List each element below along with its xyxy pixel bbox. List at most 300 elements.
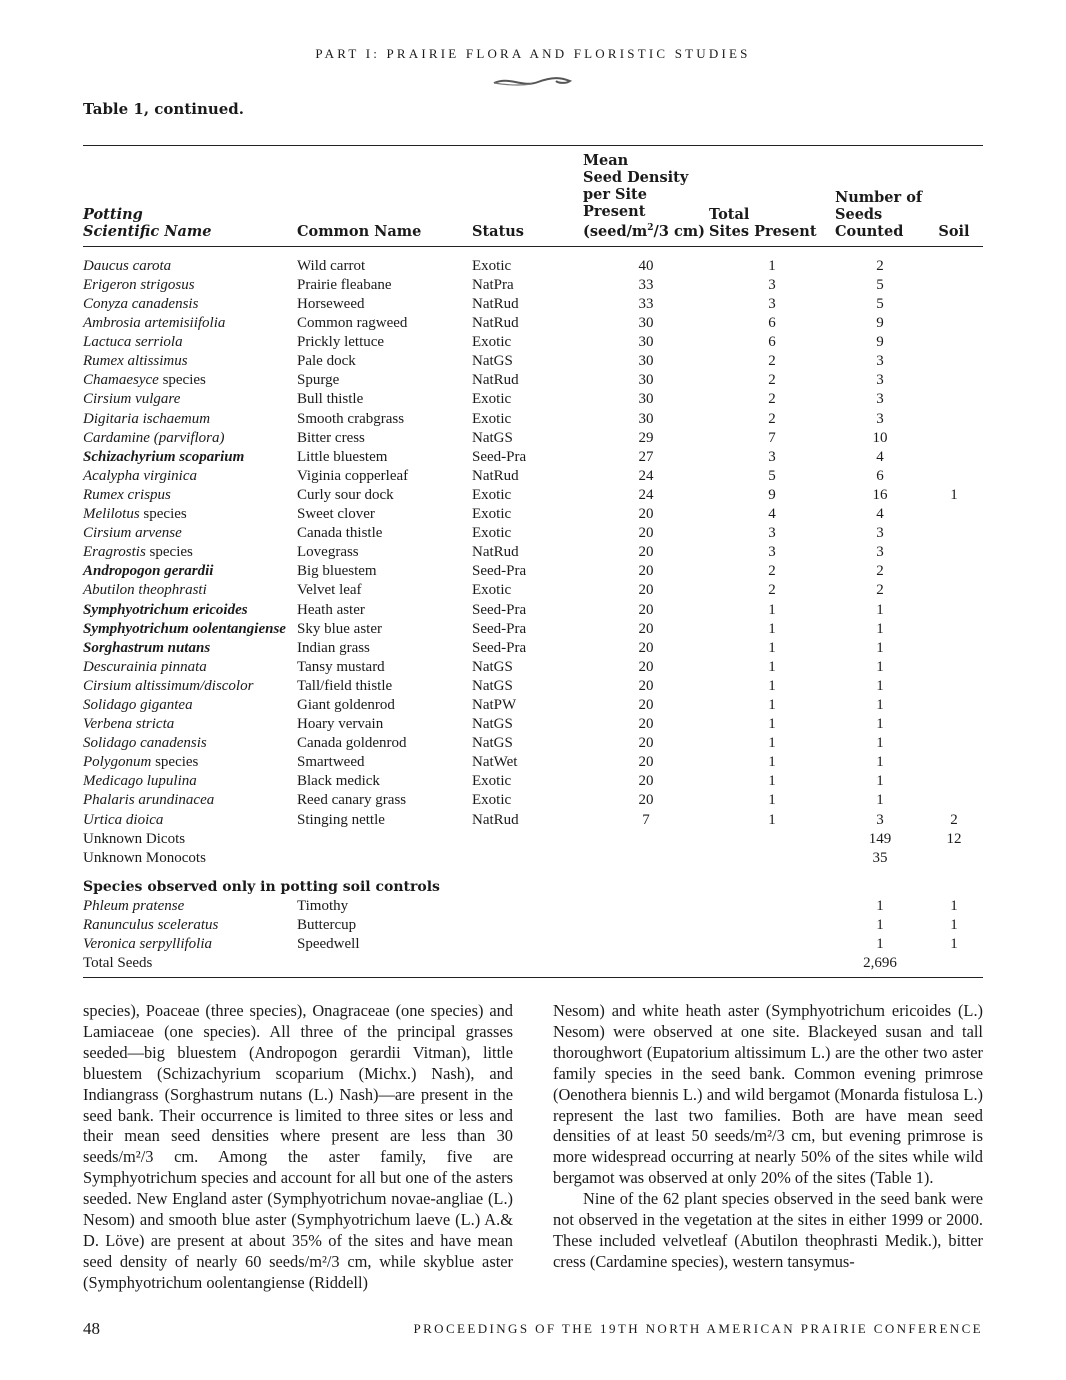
common-name-cell: Black medick [297, 773, 380, 790]
right-column-paragraph-2: Nine of the 62 plant species observed in the seed bank were not observed in the vegetation at the sites in either 1999 or 2000. These included velvetleaf (Abutilon theophrasti Medik.), bitter cress (Cardamine species), western tansymus- [553, 1189, 983, 1271]
seeds-cell: 1 [876, 601, 884, 618]
soil-cell [925, 791, 983, 810]
sites-cell: 6 [768, 315, 776, 332]
empty-cell [709, 916, 835, 935]
status-cell: NatGS [472, 429, 513, 446]
sites-cell: 1 [768, 620, 776, 637]
scientific-name-cell: Unknown Dicots [83, 830, 186, 847]
density-cell: 33 [638, 296, 654, 313]
status-cell: NatRud [472, 467, 519, 484]
common-name-cell: Little bluestem [297, 448, 388, 465]
status-cell: Exotic [472, 486, 512, 503]
common-name-cell: Curly sour dock [297, 486, 394, 503]
empty-cell [472, 954, 583, 978]
status-cell: Seed-Pra [472, 448, 527, 465]
soil-cell [925, 314, 983, 333]
empty-cell [472, 935, 583, 954]
common-name-cell: Bull thistle [297, 391, 364, 408]
table-header-row [83, 146, 983, 247]
sites-cell: 1 [768, 792, 776, 809]
table-row [83, 639, 983, 658]
scientific-name-cell: Lactuca serriola [83, 334, 183, 351]
soil-cell: 1 [950, 486, 958, 503]
common-name-cell: Smooth crabgrass [297, 410, 405, 427]
density-cell: 7 [642, 811, 650, 828]
density-cell: 24 [638, 486, 654, 503]
seeds-cell: 3 [876, 811, 884, 828]
common-name-cell: Spurge [297, 372, 340, 389]
density-cell [583, 849, 709, 868]
status-cell: Seed-Pra [472, 601, 527, 618]
table-row [83, 677, 983, 696]
soil-cell [925, 658, 983, 677]
common-name-cell: Big bluestem [297, 563, 377, 580]
soil-cell [925, 295, 983, 314]
density-cell: 20 [638, 735, 654, 752]
soil-cell [925, 246, 983, 276]
density-cell: 20 [638, 601, 654, 618]
sites-cell: 3 [768, 296, 776, 313]
seeds-cell: 4 [876, 506, 884, 523]
sites-cell: 1 [768, 773, 776, 790]
table-row [83, 581, 983, 600]
header-status: Status [472, 146, 583, 247]
soil-cell [925, 371, 983, 390]
soil-cell [925, 696, 983, 715]
density-cell: 30 [638, 315, 654, 332]
common-name-cell: Wild carrot [297, 257, 366, 274]
scientific-name-cell: Unknown Monocots [83, 849, 206, 866]
seeds-cell: 1 [876, 754, 884, 771]
seeds-cell: 5 [876, 276, 884, 293]
scientific-name-cell: Veronica serpyllifolia [83, 936, 213, 953]
sites-cell: 1 [768, 696, 776, 713]
table-row [83, 916, 983, 935]
table-row [83, 772, 983, 791]
table-row [83, 448, 983, 467]
soil-cell [925, 601, 983, 620]
page-number: 48 [83, 1319, 100, 1338]
sites-cell: 1 [768, 639, 776, 656]
running-head: PART I: PRAIRIE FLORA AND FLORISTIC STUDIES [315, 46, 751, 61]
common-name-cell: Timothy [297, 897, 349, 914]
seeds-cell: 16 [872, 486, 888, 503]
soil-cell [925, 639, 983, 658]
table-body [83, 246, 983, 977]
density-cell: 20 [638, 525, 654, 542]
seeds-cell: 3 [876, 525, 884, 542]
density-cell: 30 [638, 372, 654, 389]
status-cell: NatGS [472, 658, 513, 675]
scientific-name-cell: Eragrostis species [83, 544, 193, 561]
scientific-name-cell: Chamaesyce species [83, 372, 206, 389]
sites-cell: 9 [768, 486, 776, 503]
table-row [83, 314, 983, 333]
sites-cell: 7 [768, 429, 776, 446]
density-cell: 20 [638, 696, 654, 713]
scientific-name-cell: Abutilon theophrasti [83, 582, 207, 599]
sites-cell: 2 [768, 410, 776, 427]
seeds-cell: 149 [868, 830, 892, 847]
seeds-cell: 1 [876, 620, 884, 637]
empty-cell [583, 935, 709, 954]
common-name-cell: Tall/field thistle [297, 677, 393, 694]
sites-cell: 2 [768, 391, 776, 408]
sites-cell: 1 [768, 735, 776, 752]
empty-cell [709, 954, 835, 978]
soil-cell: 2 [950, 811, 958, 828]
table-row [83, 429, 983, 448]
table-row [83, 696, 983, 715]
sites-cell: 1 [768, 601, 776, 618]
table-row [83, 601, 983, 620]
soil-cell [925, 524, 983, 543]
soil-cell [925, 333, 983, 352]
status-cell: NatRud [472, 296, 519, 313]
density-cell [583, 830, 709, 849]
common-name-cell: Prickly lettuce [297, 334, 385, 351]
scientific-name-cell: Cirsium vulgare [83, 391, 181, 408]
table-row [83, 734, 983, 753]
scientific-name-cell: Symphyotrichum ericoides [83, 601, 248, 618]
header-scientific-name: Potting Scientific Name [83, 146, 297, 247]
table-row [83, 524, 983, 543]
common-name-cell: Canada thistle [297, 525, 383, 542]
status-cell: Exotic [472, 792, 512, 809]
common-name-cell: Horseweed [297, 296, 365, 313]
status-cell: Seed-Pra [472, 620, 527, 637]
density-cell: 20 [638, 620, 654, 637]
potting-section-title: Species observed only in potting soil controls [83, 878, 440, 895]
common-name-cell: Stinging nettle [297, 811, 385, 828]
table-row [83, 410, 983, 429]
status-cell: NatPW [472, 696, 517, 713]
status-cell: NatRud [472, 315, 519, 332]
scientific-name-cell: Solidago canadensis [83, 735, 207, 752]
density-cell: 30 [638, 391, 654, 408]
common-name-cell: Pale dock [297, 353, 356, 370]
table-row [83, 333, 983, 352]
scientific-name-cell: Ranunculus sceleratus [83, 917, 219, 934]
table-row [83, 352, 983, 371]
density-cell: 20 [638, 563, 654, 580]
soil-cell [925, 849, 983, 868]
header-mean-density: Mean Seed Density per Site Present ($seed/m^2/3$ cm) [583, 146, 709, 247]
status-cell: Seed-Pra [472, 639, 527, 656]
common-name-cell: Giant goldenrod [297, 696, 395, 713]
table-row [83, 849, 983, 868]
status-cell: NatPra [472, 276, 514, 293]
soil-cell [925, 753, 983, 772]
scientific-name-cell: Conyza canadensis [83, 296, 199, 313]
seeds-cell: 6 [876, 467, 884, 484]
seeds-cell: 1 [876, 716, 884, 733]
density-cell: 30 [638, 353, 654, 370]
status-cell: Exotic [472, 506, 512, 523]
soil-cell [925, 734, 983, 753]
seeds-cell: 1 [876, 773, 884, 790]
scientific-name-cell: Cardamine (parviflora) [83, 429, 225, 446]
table-row [83, 897, 983, 916]
table-row [83, 371, 983, 390]
scientific-name-cell: Acalypha virginica [83, 467, 197, 484]
table-row [83, 791, 983, 810]
density-cell: 20 [638, 544, 654, 561]
soil-cell: 1 [950, 917, 958, 934]
status-cell: Exotic [472, 257, 512, 274]
table-row [83, 935, 983, 954]
soil-cell [925, 352, 983, 371]
soil-cell [925, 410, 983, 429]
status-cell: Exotic [472, 525, 512, 542]
seeds-cell: 5 [876, 296, 884, 313]
scientific-name-cell: Symphyotrichum oolentangiense [83, 620, 286, 637]
seeds-cell: 3 [876, 372, 884, 389]
density-cell: 29 [638, 429, 654, 446]
header-common-name: Common Name [297, 146, 472, 247]
flourish-ornament-icon [492, 74, 574, 90]
scientific-name-cell: Digitaria ischaemum [83, 410, 211, 427]
scientific-name-cell: Phleum pratense [83, 897, 185, 914]
soil-cell [925, 505, 983, 524]
status-cell: NatGS [472, 677, 513, 694]
scientific-name-cell: Schizachyrium scoparium [83, 448, 245, 465]
soil-cell [925, 772, 983, 791]
table-row [83, 543, 983, 562]
common-name-cell [297, 849, 472, 868]
table-row [83, 390, 983, 409]
common-name-cell: Bitter cress [297, 429, 365, 446]
scientific-name-cell: Erigeron strigosus [83, 276, 195, 293]
status-cell: NatGS [472, 735, 513, 752]
scientific-name-cell: Cirsium arvense [83, 525, 182, 542]
density-cell: 27 [638, 448, 654, 465]
status-cell: NatRud [472, 372, 519, 389]
scientific-name-cell: Daucus carota [83, 257, 172, 274]
seeds-cell: 2 [876, 563, 884, 580]
sites-cell: 2 [768, 372, 776, 389]
table-row [83, 505, 983, 524]
seeds-cell: 1 [876, 696, 884, 713]
scientific-name-cell: Phalaris arundinacea [83, 792, 215, 809]
sites-cell: 1 [768, 811, 776, 828]
sites-cell [709, 830, 835, 849]
seed-bank-table [83, 145, 983, 978]
status-cell: NatWet [472, 754, 518, 771]
table-caption: Table 1, continued. [83, 100, 245, 118]
seeds-cell: 1 [876, 658, 884, 675]
status-cell: Exotic [472, 334, 512, 351]
sites-cell: 1 [768, 677, 776, 694]
common-name-cell: Velvet leaf [297, 582, 362, 599]
scientific-name-cell: Solidago gigantea [83, 696, 193, 713]
density-cell: 40 [638, 257, 654, 274]
scientific-name-cell: Rumex crispus [83, 486, 171, 503]
soil-cell: 12 [946, 830, 962, 847]
sites-cell: 1 [768, 754, 776, 771]
total-value: 2,696 [835, 954, 925, 978]
density-cell: 20 [638, 582, 654, 599]
sites-cell: 4 [768, 506, 776, 523]
header-total-sites: Total Sites Present [709, 146, 835, 247]
density-cell: 20 [638, 754, 654, 771]
common-name-cell: Common ragweed [297, 315, 408, 332]
seeds-cell: 10 [872, 429, 888, 446]
empty-cell [472, 897, 583, 916]
scientific-name-cell: Medicago lupulina [83, 773, 197, 790]
sites-cell: 2 [768, 563, 776, 580]
seeds-cell: 3 [876, 391, 884, 408]
status-cell: Exotic [472, 410, 512, 427]
empty-cell [709, 897, 835, 916]
empty-cell [297, 954, 472, 978]
scientific-name-cell: Cirsium altissimum/discolor [83, 677, 254, 694]
status-cell: Exotic [472, 773, 512, 790]
density-cell: 20 [638, 506, 654, 523]
seeds-cell: 1 [876, 936, 884, 953]
potting-section-row [83, 868, 983, 897]
sites-cell: 5 [768, 467, 776, 484]
table-row [83, 620, 983, 639]
density-cell: 20 [638, 716, 654, 733]
header-seeds-counted: Number of Seeds Counted [835, 146, 925, 247]
common-name-cell: Tansy mustard [297, 658, 385, 675]
table-row [83, 295, 983, 314]
empty-cell [583, 916, 709, 935]
scientific-name-cell: Urtica dioica [83, 811, 164, 828]
seeds-cell: 1 [876, 792, 884, 809]
scientific-name-cell: Ambrosia artemisiifolia [83, 315, 226, 332]
scientific-name-cell: Melilotus species [83, 506, 187, 523]
soil-cell [925, 448, 983, 467]
body-column-right [553, 1001, 983, 1273]
status-cell [472, 849, 583, 868]
seeds-cell: 4 [876, 448, 884, 465]
density-cell: 30 [638, 334, 654, 351]
scientific-name-cell: Descurainia pinnata [83, 658, 207, 675]
empty-cell [583, 897, 709, 916]
seeds-cell: 3 [876, 544, 884, 561]
soil-cell [925, 562, 983, 581]
empty-cell [709, 935, 835, 954]
scientific-name-cell: Verbena stricta [83, 716, 175, 733]
status-cell: NatRud [472, 811, 519, 828]
total-label: Total Seeds [83, 954, 297, 978]
common-name-cell: Sweet clover [297, 506, 375, 523]
status-cell: NatGS [472, 353, 513, 370]
seeds-cell: 1 [876, 917, 884, 934]
status-cell [472, 830, 583, 849]
density-cell: 20 [638, 792, 654, 809]
density-cell: 20 [638, 773, 654, 790]
seeds-cell: 3 [876, 353, 884, 370]
soil-cell [925, 276, 983, 295]
seeds-cell: 9 [876, 315, 884, 332]
scientific-name-cell: Sorghastrum nutans [83, 639, 211, 656]
seeds-cell: 3 [876, 410, 884, 427]
sites-cell: 2 [768, 582, 776, 599]
status-cell: Exotic [472, 582, 512, 599]
common-name-cell: Heath aster [297, 601, 365, 618]
table-row [83, 467, 983, 486]
status-cell: Seed-Pra [472, 563, 527, 580]
common-name-cell: Indian grass [297, 639, 370, 656]
common-name-cell: Viginia copperleaf [297, 467, 409, 484]
common-name-cell: Prairie fleabane [297, 276, 392, 293]
sites-cell: 1 [768, 257, 776, 274]
scientific-name-cell: Rumex altissimus [83, 353, 188, 370]
table-row [83, 658, 983, 677]
sites-cell: 3 [768, 544, 776, 561]
soil-cell: 1 [950, 936, 958, 953]
table-row [83, 753, 983, 772]
sites-cell: 3 [768, 276, 776, 293]
scientific-name-cell: Polygonum species [83, 754, 199, 771]
status-cell: NatGS [472, 716, 513, 733]
common-name-cell: Speedwell [297, 936, 360, 953]
soil-cell [925, 581, 983, 600]
density-cell: 20 [638, 677, 654, 694]
common-name-cell: Sky blue aster [297, 620, 382, 637]
seeds-cell: 1 [876, 735, 884, 752]
density-cell: 30 [638, 410, 654, 427]
seeds-cell: 9 [876, 334, 884, 351]
seeds-cell: 2 [876, 257, 884, 274]
sites-cell [709, 849, 835, 868]
density-cell: 24 [638, 467, 654, 484]
status-cell: NatRud [472, 544, 519, 561]
common-name-cell: Lovegrass [297, 544, 359, 561]
right-column-paragraph-1: Nesom) and white heath aster (Symphyotrichum ericoides (L.) Nesom) were observed at one site. Blackeyed susan and tall thoroughwort (Eupatorium altissimum L.) are the other two aster family species in the seed bank. Common evening primrose (Oenothera biennis L.) and wild bergamot (Monarda fistulosa L.) represent the last two families. Both are have mean seed densities of at least 50 seeds/m²/3 cm, but evening primrose is more widespread occurring at nearly 50% of the sites while wild bergamot was observed at only 20% of the sites (Table 1). [553, 1001, 983, 1188]
header-soil: Soil [925, 146, 983, 247]
soil-cell: 1 [950, 897, 958, 914]
sites-cell: 2 [768, 353, 776, 370]
total-row [83, 954, 983, 978]
common-name-cell: Reed canary grass [297, 792, 407, 809]
scientific-name-cell: Andropogon gerardii [83, 563, 214, 580]
soil-cell [925, 715, 983, 734]
common-name-cell: Hoary vervain [297, 716, 384, 733]
empty-cell [925, 954, 983, 978]
running-foot: PROCEEDINGS OF THE 19TH NORTH AMERICAN PRAIRIE CONFERENCE [413, 1321, 983, 1336]
table-row [83, 276, 983, 295]
table-row [83, 562, 983, 581]
sites-cell: 6 [768, 334, 776, 351]
body-column-left [83, 1001, 513, 1294]
sites-cell: 3 [768, 525, 776, 542]
seeds-cell: 1 [876, 639, 884, 656]
soil-cell [925, 429, 983, 448]
status-cell: Exotic [472, 391, 512, 408]
sites-cell: 1 [768, 716, 776, 733]
soil-cell [925, 543, 983, 562]
common-name-cell [297, 830, 472, 849]
soil-cell [925, 390, 983, 409]
density-cell: 20 [638, 658, 654, 675]
table-row [83, 246, 983, 276]
empty-cell [583, 954, 709, 978]
common-name-cell: Buttercup [297, 917, 357, 934]
left-column-text: species), Poaceae (three species), Onagraceae (one species) and Lamiaceae (one species). All three of the principal grasses seeded—big bluestem (Andropogon gerardii Vitman), little bluestem (Schizachyrium scoparium (Michx.) Nash), and Indiangrass (Sorghastrum nutans (L.) Nash)—are present in the seed bank. Their occurrence is limited to three sites or less and their mean seed densities where present are less than 30 seeds/m²/3 cm. Among the aster family, five are Symphyotrichum species and account for all but one of the asters seeded. New England aster (Symphyotrichum novae-angliae (L.) Nesom) and smooth blue aster (Symphyotrichum laeve (L.) A.& D. Löve) are present at about 35% of the sites and have mean seed density of nearly 60 seeds/m²/3 cm, while skyblue aster (Symphyotrichum oolentangiense (Riddell) [83, 1001, 513, 1292]
density-cell: 33 [638, 276, 654, 293]
common-name-cell: Smartweed [297, 754, 365, 771]
density-cell: 20 [638, 639, 654, 656]
seeds-cell: 2 [876, 582, 884, 599]
soil-cell [925, 620, 983, 639]
table-row [83, 811, 983, 830]
soil-cell [925, 677, 983, 696]
table-row [83, 715, 983, 734]
